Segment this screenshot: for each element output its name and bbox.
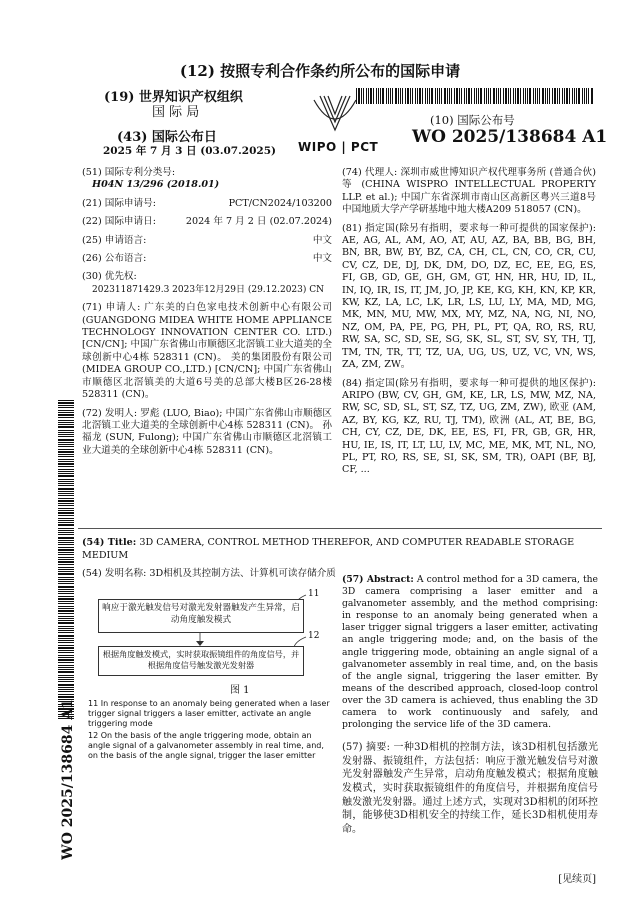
figure-step-11: 响应于激光触发信号对激光发射器触发产生异常，启动角度触发模式 [98,599,304,633]
field-81 [342,223,596,372]
section-divider [78,528,602,529]
continued-on-next-page: [见续页] [558,874,596,885]
field-71-value: 广东美的白色家电技术创新中心有限公司 (GUANGDONG MIDEA WHITE HOME APPLIANCE TECHNOLOGY INNOVATION CENTER CO. LTD.) [CN/CN]; 中国广东省佛山市顺德区北滘镇工业大道美的全球创新中心4栋 528311 (CN)。 美的集团股份有限公司 (MIDEA GROUP CO.,LTD.) [CN/CN]; 中国广东省佛山市顺德区北滘镇美的大道6号美的总部大楼B区26-28楼 528311 (CN)。 [82,302,332,401]
biblio-right-column [342,167,596,477]
organization-bureau: 国 际 局 [152,105,200,120]
field-72 [82,408,332,458]
publication-number-value: WO 2025/138684 A1 [412,127,608,147]
abstract-en [342,574,598,731]
field-84-label: (84) 指定国(除另有指明，要求每一种可提供的地区保护): [342,377,596,389]
field-30-label: (30) 优先权: [82,271,137,283]
publication-date-label: (43) 国际公布日 [117,130,217,145]
figure-legend-11: 11 In response to an anomaly being generated when a laser trigger signal triggers a laser emitter, activate an angle triggering mode [88,699,330,728]
abstract-zh-label: (57) 摘要: [342,742,391,754]
field-25-label: (25) 申请语言: [82,234,147,246]
field-51 [82,167,332,192]
field-25-value: 中文 [312,234,332,246]
field-21-value: PCT/CN2024/103200 [228,197,332,209]
barcode-top [356,88,594,104]
field-72-label: (72) 发明人: [82,407,138,419]
figure-step-12: 根据角度触发模式，实时获取振镜组件的角度信号，并根据角度信号触发激光发射器 [98,646,304,676]
field-22-value: 2024 年 7 月 2 日 (02.07.2024) [185,216,332,228]
field-30-value: 202311871429.3 2023年12月29日 (29.12.2023) CN [92,284,325,295]
abstract-zh [342,741,598,836]
field-51-label: (51) 国际专利分类号: [82,167,176,178]
biblio-left-column [82,167,332,457]
field-26 [82,253,332,265]
abstract-block [342,574,598,836]
title-zh-value: 3D相机及其控制方法、计算机可读存储介质 [149,568,336,579]
field-21 [82,198,332,210]
field-71 [82,302,332,401]
abstract-en-value: A control method for a 3D camera, the 3D camera comprising a laser emitter and a galvanometer assembly, and the method comprising: in response to an anomaly being generated when a laser trigger signal triggers a laser emitter, activating an angle triggering mode; and, on the basis of the angle triggering mode, obtaining an angle signal of a galvanometer assembly in real time, and, on the basis of the angle signal, triggering the laser emitter. By means of the described approach, closed-loop control over the 3D camera is achieved, thus enabling the 3D camera to work continuously and safely, and prolonging the service life of the 3D camera. [342,574,598,731]
field-22 [82,216,332,228]
field-74-label: (74) 代理人: [342,167,398,178]
wipo-pct-label: WIPO | PCT [298,140,379,154]
side-publication-number [58,700,76,860]
figure-1 [82,585,340,775]
field-84-value: ARIPO (BW, CV, GH, GM, KE, LR, LS, MW, MZ, NA, RW, SC, SD, SL, ST, SZ, TZ, UG, ZM, ZW), 欧亚 (AM, AZ, BY, KG, KZ, RU, TJ, TM), 欧洲 (AL, AT, BE, BG, CH, CY, CZ, DE, DK, EE, ES, FI, FR, GB, GR, HR, HU, IE, IS, IT, LT, LU, LV, MC, ME, MK, MT, NL, NO, PL, PT, RO, RS, SE, SI, SK, SM, TR), OAPI (BF, BJ, CF, ... [342,389,596,476]
svg-text:WO 2025/138684 A1: WO 2025/138684 A1 [60,700,76,860]
field-26-label: (26) 公布语言: [82,253,147,265]
title-en-value: 3D CAMERA, CONTROL METHOD THEREFOR, AND COMPUTER READABLE STORAGE MEDIUM [82,537,575,561]
figure-legend [88,699,332,761]
field-30 [82,271,332,296]
abstract-en-label: (57) Abstract: [342,574,414,585]
field-72-value: 罗彪 (LUO, Biao); 中国广东省佛山市顺德区北滘镇工业大道美的全球创新中心4栋 528311 (CN)。 孙福龙 (SUN, Fulong); 中国广东省佛山市顺德区北滘镇工业大道美的全球创新中心4栋 528311 (CN)。 [82,407,332,456]
title-zh-label: (54) 发明名称: [82,568,147,579]
figure-ref-11: 11 [308,589,320,599]
field-81-label: (81) 指定国(除另有指明，要求每一种可提供的国家保护): [342,222,596,234]
figure-caption: 图 1 [230,685,250,696]
figure-ref-12: 12 [308,631,320,641]
field-84 [342,378,596,477]
title-en-label: (54) Title: [82,537,137,548]
field-74-value: 深圳市威世博知识产权代理事务所 (普通合伙) 等 (CHINA WISPRO INTELLECTUAL PROPERTY LLP. et al.); 中国广东省深圳市南山区高新区粤兴三道8号中国地质大学产学研基地中地大楼A209 518057 (CN)。 [342,167,596,216]
field-26-value: 中文 [312,253,332,265]
figure-legend-12: 12 On the basis of the angle triggering mode, obtain an angle signal of a galvanometer assembly in real time, and, on the basis of the angle signal, trigger the laser emitter [88,731,324,760]
organization-name: (19) 世界知识产权组织 [104,90,243,105]
title-en [82,536,598,562]
publication-date-value: 2025 年 7 月 3 日 (03.07.2025) [103,145,276,157]
field-21-label: (21) 国际申请号: [82,197,156,209]
abstract-zh-value: 一种3D相机的控制方法，该3D相机包括激光发射器、振镜组件，方法包括：响应于激光触发信号对激光发射器触发产生异常，启动角度触发模式；根据角度触发模式，实时获取振镜组件的角度信号，并根据角度信号触发激光发射器。通过上述方式，实现对3D相机的闭环控制，能够使3D相机安全的持续工作，延长3D相机使用寿命。 [342,742,598,835]
field-25 [82,235,332,247]
publication-number-label: (10) 国际公布号 [430,113,515,127]
field-22-label: (22) 国际申请日: [82,216,156,228]
field-74 [342,167,596,217]
barcode-side [58,400,74,720]
field-71-label: (71) 申请人: [82,302,141,314]
field-51-value: H04N 13/296 (2018.01) [92,179,220,191]
field-81-value: AE, AG, AL, AM, AO, AT, AU, AZ, BA, BB, BG, BH, BN, BR, BW, BY, BZ, CA, CH, CL, CN, CO, CR, CU, CV, CZ, DE, DJ, DK, DM, DO, DZ, EC, EE, EG, ES, FI, GB, GD, GE, GH, GM, GT, HN, HR, HU, ID, IL, IN, IQ, IR, IS, IT, JM, JO, JP, KE, KG, KH, KN, KP, KR, KW, KZ, LA, LC, LK, LR, LS, LU, LY, MA, MD, MG, MK, MN, MU, MW, MX, MY, MZ, NA, NG, NI, NO, NZ, OM, PA, PE, PG, PH, PL, PT, QA, RO, RS, RU, RW, SA, SC, SD, SE, SG, SK, SL, ST, SV, SY, TH, TJ, TM, TN, TR, TT, TZ, UA, UG, US, UZ, VC, VN, WS, ZA, ZM, ZW。 [342,235,596,371]
document-title: (12) 按照专利合作条约所公布的国际申请 [179,62,461,80]
